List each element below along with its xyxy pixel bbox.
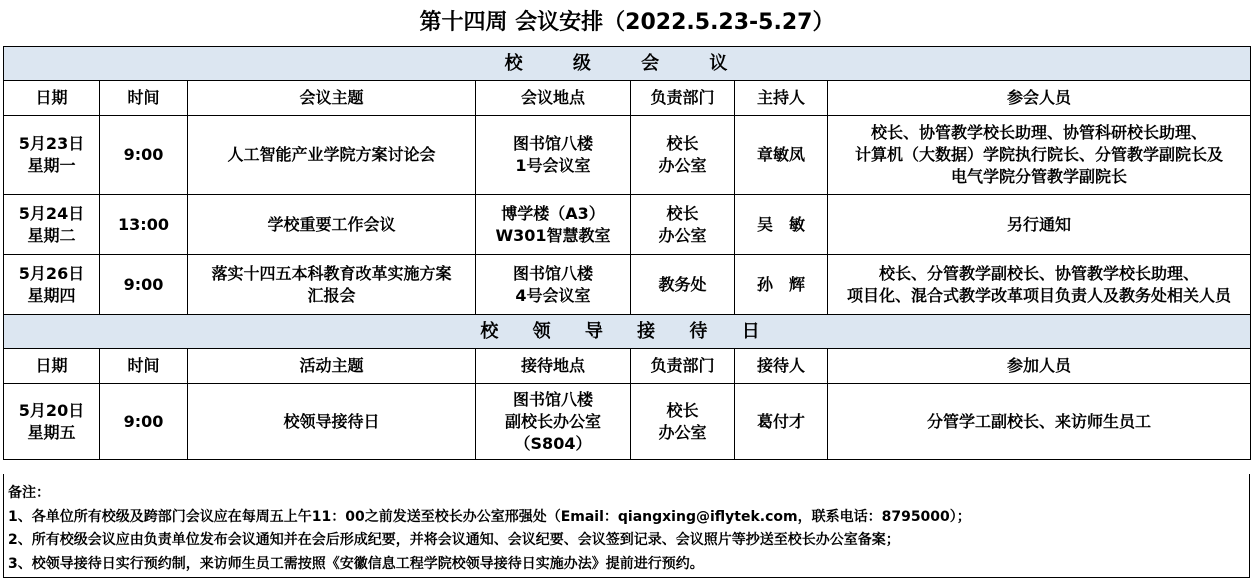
location-cell (476, 384, 631, 460)
school-header-row (4, 81, 1251, 116)
location-cell (476, 255, 631, 315)
topic-cell-line: 人工智能产业学院方案讨论会 (227, 145, 436, 164)
attendees-cell-line: 校长、协管教学校长助理、协管科研校长助理、 (871, 123, 1208, 142)
location-cell-line: 副校长办公室 (504, 411, 601, 431)
column-header: 日期 (4, 81, 100, 116)
dept-cell-line: 校长 (666, 134, 699, 153)
host-cell (735, 116, 828, 195)
time-cell (100, 195, 188, 255)
location-cell (476, 116, 631, 195)
dept-cell-line: 办公室 (658, 225, 707, 245)
location-cell-line: W301智慧教室 (495, 225, 611, 245)
time-cell-line: 9:00 (123, 274, 164, 294)
topic-cell-line: 汇报会 (307, 285, 356, 305)
date-cell-line: 5月24日 (18, 203, 85, 223)
topic-cell (188, 384, 476, 460)
host-cell-line: 吴 敏 (756, 214, 805, 234)
column-header: 负责部门 (631, 81, 735, 116)
schedule-table (3, 46, 1251, 460)
time-cell (100, 384, 188, 460)
attendees-cell-line: 项目化、混合式教学改革项目负责人及教务处相关人员 (847, 285, 1232, 305)
topic-cell (188, 116, 476, 195)
location-cell-line: 1号会议室 (515, 156, 591, 175)
location-cell (476, 195, 631, 255)
schedule-table-body (4, 47, 1251, 460)
column-header: 负责部门 (631, 349, 735, 384)
location-cell-line: 图书馆八楼 (512, 389, 593, 409)
note-item-3: 3、校领导接待日实行预约制，来访师生员工需按照《安徽信息工程学院校领导接待日实施办法》提前进行预约。 (8, 555, 704, 572)
date-cell-line: 5月26日 (18, 263, 85, 283)
attendees-cell-line: 另行通知 (1007, 214, 1072, 234)
column-header: 会议主题 (188, 81, 476, 116)
attendees-cell-line: 分管学工副校长、来访师生员工 (927, 411, 1152, 431)
location-cell-line: 4号会议室 (515, 285, 591, 305)
topic-cell-line: 校领导接待日 (283, 411, 380, 431)
notes-section (3, 474, 1250, 578)
topic-cell-line: 落实十四五本科教育改革实施方案 (211, 263, 452, 283)
host-cell-line: 章敏凤 (756, 145, 805, 164)
column-header: 接待人 (735, 349, 828, 384)
reception-row (4, 384, 1251, 460)
date-cell-line: 星期五 (27, 422, 76, 442)
dept-cell-line: 教务处 (658, 274, 707, 294)
column-header: 接待地点 (476, 349, 631, 384)
host-cell-line: 孙 辉 (756, 274, 805, 294)
topic-cell (188, 255, 476, 315)
host-cell (735, 195, 828, 255)
time-cell-line: 9:00 (123, 145, 164, 164)
date-cell (4, 116, 100, 195)
date-cell-line: 星期二 (27, 225, 76, 245)
page-title: 第十四周 会议安排（2022.5.23-5.27） (419, 10, 835, 35)
note-item-1: 1、各单位所有校级及跨部门会议应在每周五上午11：00之前发送至校长办公室邢强处（Email：qiangxing@iflytek.com，联系电话：8795000）； (8, 508, 971, 525)
attendees-cell (828, 255, 1251, 315)
dept-cell-line: 校长 (666, 400, 699, 420)
date-cell-line: 5月23日 (18, 134, 85, 153)
date-cell (4, 195, 100, 255)
dept-cell (631, 255, 735, 315)
attendees-cell (828, 195, 1251, 255)
time-cell-line: 13:00 (118, 214, 169, 234)
reception-header-row (4, 349, 1251, 384)
notes-label: 备注： (8, 485, 50, 501)
host-cell-line: 葛付才 (756, 411, 805, 431)
location-cell-line: （S804） (514, 433, 592, 453)
attendees-cell (828, 384, 1251, 460)
dept-cell (631, 195, 735, 255)
column-header: 时间 (100, 349, 188, 384)
column-header: 时间 (100, 81, 188, 116)
dept-cell (631, 384, 735, 460)
dept-cell-line: 办公室 (658, 156, 707, 175)
column-header: 参会人员 (828, 81, 1251, 116)
school-row (4, 255, 1251, 315)
dept-cell-line: 办公室 (658, 422, 707, 442)
column-header: 参加人员 (828, 349, 1251, 384)
date-cell-line: 星期一 (27, 156, 76, 175)
date-cell (4, 384, 100, 460)
school-row (4, 116, 1251, 195)
host-cell (735, 384, 828, 460)
note-item-2: 2、所有校级会议应由负责单位发布会议通知并在会后形成纪要，并将会议通知、会议纪要、会议签到记录、会议照片等抄送至校长办公室备案； (8, 532, 900, 548)
location-cell-line: 图书馆八楼 (512, 263, 593, 283)
school-section-title: 校 级 会 议 (4, 47, 1251, 81)
school-row (4, 195, 1251, 255)
location-cell-line: 图书馆八楼 (512, 134, 593, 153)
column-header: 主持人 (735, 81, 828, 116)
column-header: 会议地点 (476, 81, 631, 116)
dept-cell (631, 116, 735, 195)
reception-section-row (4, 315, 1251, 349)
topic-cell (188, 195, 476, 255)
date-cell-line: 星期四 (27, 285, 76, 305)
date-cell (4, 255, 100, 315)
attendees-cell-line: 计算机（大数据）学院执行院长、分管教学副院长及 (855, 145, 1224, 164)
school-section-row (4, 47, 1251, 81)
date-cell-line: 5月20日 (18, 400, 85, 420)
attendees-cell-line: 校长、分管教学副校长、协管教学校长助理、 (879, 263, 1200, 283)
column-header: 日期 (4, 349, 100, 384)
host-cell (735, 255, 828, 315)
time-cell-line: 9:00 (123, 411, 164, 431)
topic-cell-line: 学校重要工作会议 (267, 214, 396, 234)
attendees-cell (828, 116, 1251, 195)
time-cell (100, 255, 188, 315)
dept-cell-line: 校长 (666, 203, 699, 223)
column-header: 活动主题 (188, 349, 476, 384)
location-cell-line: 博学楼（A3） (501, 203, 605, 223)
reception-section-title: 校 领 导 接 待 日 (4, 315, 1251, 349)
time-cell (100, 116, 188, 195)
attendees-cell-line: 电气学院分管教学副院长 (951, 167, 1128, 186)
